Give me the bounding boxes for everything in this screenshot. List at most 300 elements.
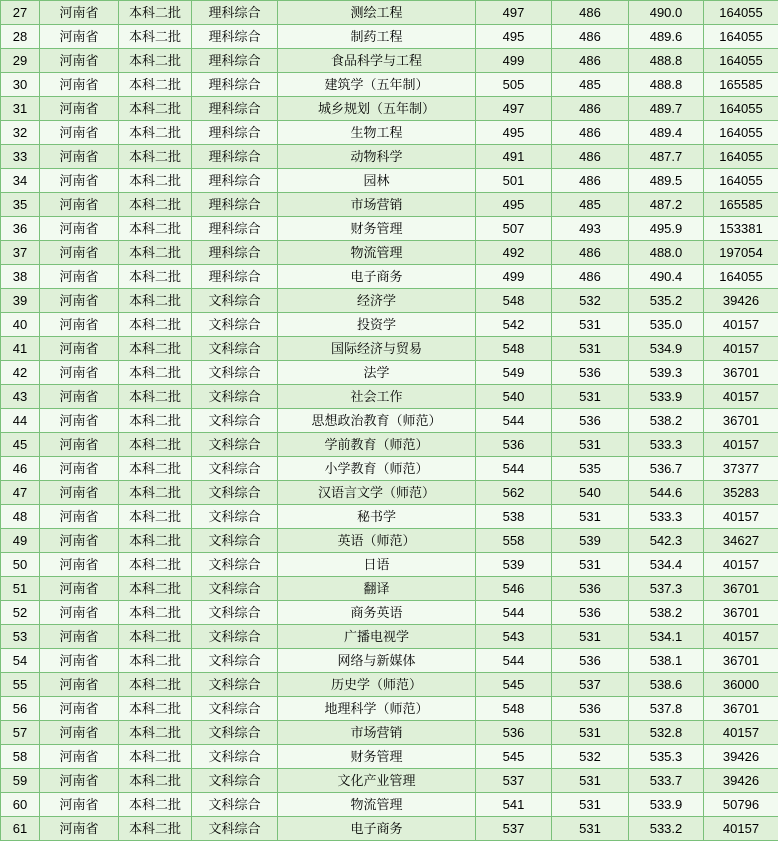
row-index: 31 <box>1 97 40 121</box>
subject-category: 文科综合 <box>192 577 278 601</box>
table-row <box>1 601 778 625</box>
rank: 34627 <box>704 529 778 553</box>
province: 河南省 <box>40 361 119 385</box>
rank: 39426 <box>704 769 778 793</box>
max-score: 539 <box>476 553 552 577</box>
table-row <box>1 337 778 361</box>
max-score: 501 <box>476 169 552 193</box>
subject-category: 理科综合 <box>192 169 278 193</box>
province: 河南省 <box>40 385 119 409</box>
batch: 本科二批 <box>119 577 192 601</box>
average-score: 489.7 <box>629 97 704 121</box>
batch: 本科二批 <box>119 361 192 385</box>
province: 河南省 <box>40 577 119 601</box>
row-index: 38 <box>1 265 40 289</box>
batch: 本科二批 <box>119 1 192 25</box>
major-name: 生物工程 <box>278 121 476 145</box>
rank: 40157 <box>704 433 778 457</box>
table-row <box>1 649 778 673</box>
province: 河南省 <box>40 409 119 433</box>
batch: 本科二批 <box>119 601 192 625</box>
average-score: 538.2 <box>629 409 704 433</box>
table-row <box>1 697 778 721</box>
major-name: 电子商务 <box>278 265 476 289</box>
province: 河南省 <box>40 337 119 361</box>
rank: 153381 <box>704 217 778 241</box>
min-score: 485 <box>552 73 629 97</box>
table-row <box>1 793 778 817</box>
rank: 39426 <box>704 289 778 313</box>
rank: 164055 <box>704 121 778 145</box>
max-score: 537 <box>476 817 552 841</box>
province: 河南省 <box>40 817 119 841</box>
province: 河南省 <box>40 289 119 313</box>
subject-category: 文科综合 <box>192 409 278 433</box>
row-index: 57 <box>1 721 40 745</box>
province: 河南省 <box>40 49 119 73</box>
rank: 165585 <box>704 193 778 217</box>
rank: 40157 <box>704 553 778 577</box>
min-score: 532 <box>552 745 629 769</box>
subject-category: 文科综合 <box>192 529 278 553</box>
average-score: 490.4 <box>629 265 704 289</box>
table-row <box>1 433 778 457</box>
subject-category: 文科综合 <box>192 673 278 697</box>
major-name: 秘书学 <box>278 505 476 529</box>
major-name: 财务管理 <box>278 217 476 241</box>
rank: 164055 <box>704 145 778 169</box>
major-name: 制药工程 <box>278 25 476 49</box>
province: 河南省 <box>40 241 119 265</box>
row-index: 61 <box>1 817 40 841</box>
table-row <box>1 769 778 793</box>
table-row <box>1 265 778 289</box>
average-score: 488.8 <box>629 73 704 97</box>
row-index: 42 <box>1 361 40 385</box>
batch: 本科二批 <box>119 817 192 841</box>
min-score: 537 <box>552 673 629 697</box>
rank: 40157 <box>704 721 778 745</box>
table-row <box>1 121 778 145</box>
row-index: 36 <box>1 217 40 241</box>
rank: 35283 <box>704 481 778 505</box>
table-row <box>1 313 778 337</box>
min-score: 486 <box>552 49 629 73</box>
table-row <box>1 193 778 217</box>
rank: 36701 <box>704 361 778 385</box>
max-score: 548 <box>476 337 552 361</box>
batch: 本科二批 <box>119 217 192 241</box>
province: 河南省 <box>40 97 119 121</box>
rank: 40157 <box>704 385 778 409</box>
row-index: 29 <box>1 49 40 73</box>
average-score: 536.7 <box>629 457 704 481</box>
subject-category: 文科综合 <box>192 313 278 337</box>
subject-category: 文科综合 <box>192 505 278 529</box>
rank: 164055 <box>704 169 778 193</box>
major-name: 汉语言文学（师范） <box>278 481 476 505</box>
max-score: 545 <box>476 745 552 769</box>
subject-category: 理科综合 <box>192 97 278 121</box>
max-score: 492 <box>476 241 552 265</box>
row-index: 45 <box>1 433 40 457</box>
min-score: 531 <box>552 625 629 649</box>
max-score: 497 <box>476 97 552 121</box>
batch: 本科二批 <box>119 625 192 649</box>
min-score: 531 <box>552 793 629 817</box>
subject-category: 文科综合 <box>192 745 278 769</box>
row-index: 59 <box>1 769 40 793</box>
table-row <box>1 1 778 25</box>
province: 河南省 <box>40 313 119 337</box>
major-name: 经济学 <box>278 289 476 313</box>
row-index: 60 <box>1 793 40 817</box>
subject-category: 理科综合 <box>192 241 278 265</box>
rank: 40157 <box>704 817 778 841</box>
batch: 本科二批 <box>119 25 192 49</box>
batch: 本科二批 <box>119 169 192 193</box>
province: 河南省 <box>40 73 119 97</box>
rank: 40157 <box>704 625 778 649</box>
min-score: 531 <box>552 553 629 577</box>
rank: 36000 <box>704 673 778 697</box>
subject-category: 理科综合 <box>192 1 278 25</box>
max-score: 542 <box>476 313 552 337</box>
average-score: 487.2 <box>629 193 704 217</box>
min-score: 531 <box>552 721 629 745</box>
batch: 本科二批 <box>119 145 192 169</box>
max-score: 548 <box>476 697 552 721</box>
rank: 165585 <box>704 73 778 97</box>
average-score: 538.1 <box>629 649 704 673</box>
min-score: 536 <box>552 577 629 601</box>
subject-category: 理科综合 <box>192 265 278 289</box>
batch: 本科二批 <box>119 649 192 673</box>
province: 河南省 <box>40 673 119 697</box>
province: 河南省 <box>40 265 119 289</box>
average-score: 533.3 <box>629 433 704 457</box>
row-index: 46 <box>1 457 40 481</box>
min-score: 486 <box>552 145 629 169</box>
subject-category: 文科综合 <box>192 457 278 481</box>
province: 河南省 <box>40 721 119 745</box>
batch: 本科二批 <box>119 769 192 793</box>
max-score: 505 <box>476 73 552 97</box>
min-score: 531 <box>552 505 629 529</box>
subject-category: 文科综合 <box>192 385 278 409</box>
average-score: 542.3 <box>629 529 704 553</box>
table-row <box>1 97 778 121</box>
average-score: 535.0 <box>629 313 704 337</box>
min-score: 536 <box>552 361 629 385</box>
max-score: 497 <box>476 1 552 25</box>
major-name: 物流管理 <box>278 793 476 817</box>
major-name: 历史学（师范） <box>278 673 476 697</box>
province: 河南省 <box>40 25 119 49</box>
row-index: 52 <box>1 601 40 625</box>
subject-category: 文科综合 <box>192 481 278 505</box>
major-name: 动物科学 <box>278 145 476 169</box>
province: 河南省 <box>40 769 119 793</box>
row-index: 58 <box>1 745 40 769</box>
average-score: 489.4 <box>629 121 704 145</box>
average-score: 532.8 <box>629 721 704 745</box>
province: 河南省 <box>40 625 119 649</box>
max-score: 495 <box>476 121 552 145</box>
row-index: 33 <box>1 145 40 169</box>
subject-category: 文科综合 <box>192 793 278 817</box>
average-score: 488.0 <box>629 241 704 265</box>
row-index: 41 <box>1 337 40 361</box>
rank: 36701 <box>704 409 778 433</box>
average-score: 533.9 <box>629 793 704 817</box>
province: 河南省 <box>40 529 119 553</box>
rank: 36701 <box>704 577 778 601</box>
max-score: 544 <box>476 601 552 625</box>
rank: 164055 <box>704 25 778 49</box>
rank: 37377 <box>704 457 778 481</box>
major-name: 城乡规划（五年制） <box>278 97 476 121</box>
average-score: 533.7 <box>629 769 704 793</box>
subject-category: 理科综合 <box>192 193 278 217</box>
subject-category: 文科综合 <box>192 601 278 625</box>
max-score: 546 <box>476 577 552 601</box>
province: 河南省 <box>40 553 119 577</box>
row-index: 50 <box>1 553 40 577</box>
average-score: 534.4 <box>629 553 704 577</box>
table-row <box>1 25 778 49</box>
max-score: 543 <box>476 625 552 649</box>
batch: 本科二批 <box>119 385 192 409</box>
major-name: 法学 <box>278 361 476 385</box>
table-row <box>1 409 778 433</box>
max-score: 499 <box>476 49 552 73</box>
batch: 本科二批 <box>119 265 192 289</box>
major-name: 思想政治教育（师范） <box>278 409 476 433</box>
rank: 40157 <box>704 505 778 529</box>
province: 河南省 <box>40 193 119 217</box>
average-score: 544.6 <box>629 481 704 505</box>
subject-category: 文科综合 <box>192 769 278 793</box>
row-index: 27 <box>1 1 40 25</box>
rank: 36701 <box>704 649 778 673</box>
max-score: 549 <box>476 361 552 385</box>
average-score: 534.9 <box>629 337 704 361</box>
table-row <box>1 577 778 601</box>
min-score: 486 <box>552 241 629 265</box>
table-row <box>1 673 778 697</box>
batch: 本科二批 <box>119 697 192 721</box>
major-name: 社会工作 <box>278 385 476 409</box>
row-index: 34 <box>1 169 40 193</box>
min-score: 531 <box>552 313 629 337</box>
batch: 本科二批 <box>119 433 192 457</box>
subject-category: 文科综合 <box>192 697 278 721</box>
row-index: 43 <box>1 385 40 409</box>
min-score: 486 <box>552 121 629 145</box>
row-index: 56 <box>1 697 40 721</box>
average-score: 489.6 <box>629 25 704 49</box>
batch: 本科二批 <box>119 745 192 769</box>
province: 河南省 <box>40 505 119 529</box>
min-score: 540 <box>552 481 629 505</box>
batch: 本科二批 <box>119 673 192 697</box>
row-index: 55 <box>1 673 40 697</box>
row-index: 47 <box>1 481 40 505</box>
average-score: 533.2 <box>629 817 704 841</box>
max-score: 558 <box>476 529 552 553</box>
row-index: 49 <box>1 529 40 553</box>
subject-category: 文科综合 <box>192 649 278 673</box>
subject-category: 理科综合 <box>192 25 278 49</box>
min-score: 531 <box>552 769 629 793</box>
table-row <box>1 553 778 577</box>
subject-category: 文科综合 <box>192 433 278 457</box>
major-name: 翻译 <box>278 577 476 601</box>
max-score: 537 <box>476 769 552 793</box>
province: 河南省 <box>40 169 119 193</box>
rank: 40157 <box>704 313 778 337</box>
rank: 164055 <box>704 97 778 121</box>
table-row <box>1 457 778 481</box>
subject-category: 文科综合 <box>192 817 278 841</box>
major-name: 物流管理 <box>278 241 476 265</box>
average-score: 487.7 <box>629 145 704 169</box>
min-score: 486 <box>552 97 629 121</box>
min-score: 531 <box>552 433 629 457</box>
major-name: 英语（师范） <box>278 529 476 553</box>
subject-category: 理科综合 <box>192 73 278 97</box>
major-name: 建筑学（五年制） <box>278 73 476 97</box>
table-row <box>1 505 778 529</box>
major-name: 网络与新媒体 <box>278 649 476 673</box>
table-row <box>1 145 778 169</box>
batch: 本科二批 <box>119 241 192 265</box>
major-name: 电子商务 <box>278 817 476 841</box>
average-score: 495.9 <box>629 217 704 241</box>
province: 河南省 <box>40 601 119 625</box>
province: 河南省 <box>40 121 119 145</box>
row-index: 54 <box>1 649 40 673</box>
subject-category: 文科综合 <box>192 289 278 313</box>
rank: 36701 <box>704 697 778 721</box>
max-score: 544 <box>476 409 552 433</box>
major-name: 文化产业管理 <box>278 769 476 793</box>
max-score: 540 <box>476 385 552 409</box>
major-name: 市场营销 <box>278 193 476 217</box>
table-row <box>1 529 778 553</box>
table-row <box>1 49 778 73</box>
row-index: 40 <box>1 313 40 337</box>
average-score: 533.9 <box>629 385 704 409</box>
province: 河南省 <box>40 745 119 769</box>
table-row <box>1 217 778 241</box>
row-index: 35 <box>1 193 40 217</box>
average-score: 488.8 <box>629 49 704 73</box>
subject-category: 文科综合 <box>192 625 278 649</box>
batch: 本科二批 <box>119 337 192 361</box>
rank: 40157 <box>704 337 778 361</box>
table-row <box>1 745 778 769</box>
max-score: 536 <box>476 721 552 745</box>
batch: 本科二批 <box>119 289 192 313</box>
batch: 本科二批 <box>119 193 192 217</box>
max-score: 491 <box>476 145 552 169</box>
average-score: 537.8 <box>629 697 704 721</box>
row-index: 28 <box>1 25 40 49</box>
max-score: 495 <box>476 193 552 217</box>
batch: 本科二批 <box>119 553 192 577</box>
province: 河南省 <box>40 481 119 505</box>
batch: 本科二批 <box>119 49 192 73</box>
rank: 164055 <box>704 49 778 73</box>
max-score: 541 <box>476 793 552 817</box>
max-score: 538 <box>476 505 552 529</box>
major-name: 小学教育（师范） <box>278 457 476 481</box>
rank: 50796 <box>704 793 778 817</box>
average-score: 538.2 <box>629 601 704 625</box>
batch: 本科二批 <box>119 97 192 121</box>
rank: 164055 <box>704 265 778 289</box>
average-score: 535.3 <box>629 745 704 769</box>
row-index: 48 <box>1 505 40 529</box>
batch: 本科二批 <box>119 409 192 433</box>
min-score: 485 <box>552 193 629 217</box>
subject-category: 文科综合 <box>192 721 278 745</box>
row-index: 53 <box>1 625 40 649</box>
rank: 197054 <box>704 241 778 265</box>
batch: 本科二批 <box>119 73 192 97</box>
min-score: 486 <box>552 265 629 289</box>
table-row <box>1 625 778 649</box>
table-row <box>1 721 778 745</box>
row-index: 51 <box>1 577 40 601</box>
average-score: 489.5 <box>629 169 704 193</box>
table-row <box>1 481 778 505</box>
batch: 本科二批 <box>119 721 192 745</box>
max-score: 548 <box>476 289 552 313</box>
batch: 本科二批 <box>119 313 192 337</box>
max-score: 499 <box>476 265 552 289</box>
min-score: 493 <box>552 217 629 241</box>
province: 河南省 <box>40 1 119 25</box>
batch: 本科二批 <box>119 457 192 481</box>
min-score: 486 <box>552 25 629 49</box>
major-name: 投资学 <box>278 313 476 337</box>
table-row <box>1 73 778 97</box>
average-score: 490.0 <box>629 1 704 25</box>
subject-category: 理科综合 <box>192 49 278 73</box>
max-score: 562 <box>476 481 552 505</box>
major-name: 食品科学与工程 <box>278 49 476 73</box>
major-name: 国际经济与贸易 <box>278 337 476 361</box>
table-row <box>1 241 778 265</box>
table-row <box>1 289 778 313</box>
min-score: 536 <box>552 649 629 673</box>
table-row <box>1 385 778 409</box>
major-name: 市场营销 <box>278 721 476 745</box>
province: 河南省 <box>40 433 119 457</box>
major-name: 日语 <box>278 553 476 577</box>
subject-category: 理科综合 <box>192 217 278 241</box>
table-row <box>1 361 778 385</box>
province: 河南省 <box>40 457 119 481</box>
major-name: 商务英语 <box>278 601 476 625</box>
major-name: 地理科学（师范） <box>278 697 476 721</box>
subject-category: 文科综合 <box>192 361 278 385</box>
subject-category: 理科综合 <box>192 121 278 145</box>
min-score: 536 <box>552 697 629 721</box>
